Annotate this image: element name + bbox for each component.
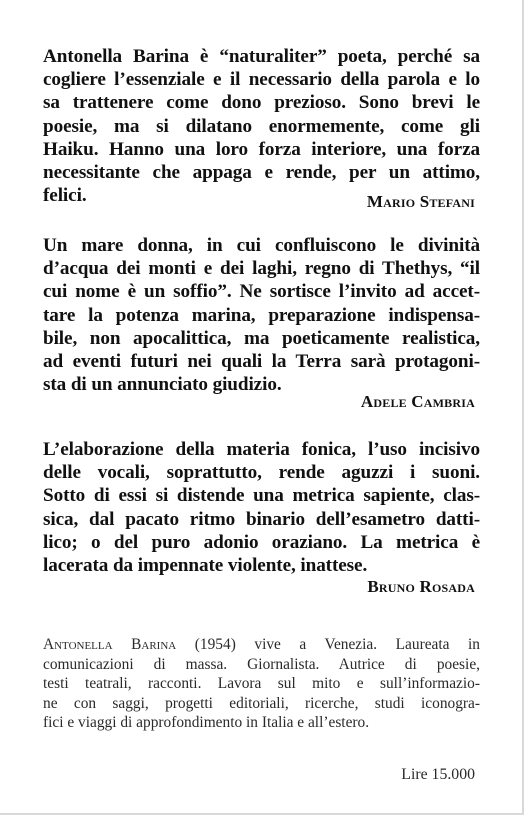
quote-3 (43, 438, 480, 577)
quote-line: delle vocali, soprattutto, rende aguzzi i suoni. (43, 462, 480, 484)
quote-line: necessitante che appaga e rende, per un attimo, (43, 162, 480, 184)
quote-2 (43, 234, 480, 396)
quote-line: Sotto di essi si distende una metrica sapiente, clas- (43, 485, 480, 507)
quote-line: cogliere l’essenziale e il necessario della parola e lo (43, 69, 480, 91)
bio-line: comunicazioni di massa. Giornalista. Autrice di poesie, (43, 655, 480, 673)
quote-line: Un mare donna, in cui confluiscono le divinità (43, 235, 480, 256)
quote-line: sa trattenere come dono prezioso. Sono brevi le (43, 92, 480, 114)
quote-line: ad eventi futuri nei quali la Terra sarà protagoni- (43, 351, 480, 373)
quote-line: lacerata da impennate violente, inattese. (43, 555, 368, 577)
quote-line: sta di un annunciato giudizio. (43, 374, 282, 396)
bio-line: ne con saggi, progetti editoriali, ricerche, studi iconogra- (43, 694, 480, 712)
quote-line: d’acqua dei monti e dei laghi, regno di Thethys, “il (43, 258, 480, 280)
quote-line: lico; o del puro adonio oraziano. La metrica è (43, 531, 480, 553)
price-label: Lire 15.000 (401, 766, 475, 783)
quote-line: L’elaborazione della materia fonica, l’uso incisivo (43, 439, 480, 460)
quote-1 (43, 45, 480, 207)
bio-line: testi teatrali, racconti. Lavora sul mito e sull’informazio- (43, 675, 480, 693)
quote-author: Bruno Rosada (367, 577, 475, 596)
quote-line: sica, dal pacato ritmo binario dell’esametro datti- (43, 508, 480, 530)
quote-line: Haiku. Hanno una loro forza interiore, una forza (43, 138, 480, 160)
author-bio (43, 635, 480, 733)
bio-line (43, 635, 480, 655)
quote-line: tare la potenza marina, preparazione indispensa- (43, 304, 480, 326)
quote-author: Adele Cambria (360, 392, 475, 411)
quote-line: cui nome è un soffio”. Ne sortisce l’invito ad accet- (43, 281, 480, 303)
bio-author-name: Antonella Barina (43, 636, 177, 653)
bio-line: fici e viaggi di approfondimento in Italia e all’estero. (43, 714, 370, 732)
quote-author: Mario Stefani (366, 192, 475, 211)
quote-line: bile, non apocalittica, ma poeticamente realistica, (43, 327, 480, 349)
quote-line: poesie, ma si dilatano enormemente, come gli (43, 115, 480, 137)
bio-first-line-text: (1954) vive a Venezia. Laureata in (176, 636, 481, 653)
quote-line: felici. (43, 185, 87, 207)
quote-line: Antonella Barina è “naturaliter” poeta, perché sa (43, 46, 480, 67)
